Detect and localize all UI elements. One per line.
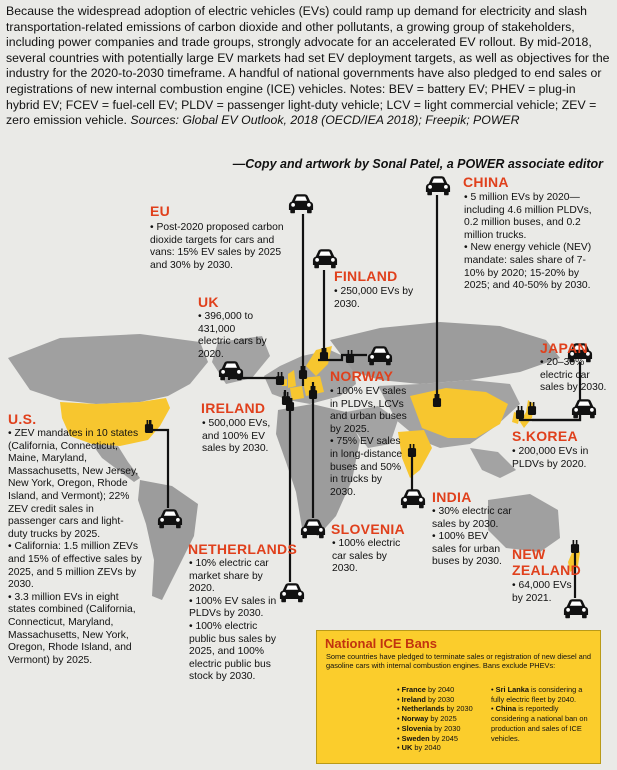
ice-bans-title: National ICE Bans — [325, 636, 437, 651]
country-heading-uk: UK — [198, 294, 219, 310]
bullet-item: • 100% EV sales in PLDVs by 2030. — [189, 596, 285, 621]
country-heading-skorea: S.KOREA — [512, 428, 578, 444]
country-heading-us: U.S. — [8, 411, 37, 427]
bullet-item: • 200,000 EVs in PLDVs by 2020. — [512, 446, 604, 471]
southeast-asia-land — [470, 448, 516, 478]
country-heading-eu: EU — [150, 203, 171, 219]
intro-text: Because the widespread adoption of electric vehicles (EVs) could ramp up demand for electricity and slash transportation-related emissions of carbon dioxide and other pollutants, a growing group of stakeholders, including power companies and trade groups, strongly advocate for an accelerated EV rollout. By mid-2018, several countries with potentially large EV markets had set EV deployment targets, as well as objectives for the industry for the 2020-to-2030 timeframe. A handful of national governments have also pledged to end sales or registrations of new internal combustion engine (ICE) vehicles. Notes: BEV = battery EV; PHEV = plug-in hybrid EV; FCEV = fuel-cell EV; PLDV = passenger light-duty vehicle; LCV = light commercial vehicle; ZEV = zero emission vehicle. Sources: Global EV Outlook, 2018 (OECD/IEA 2018); Freepik; POWER — [6, 4, 610, 128]
bullet-item: • California: 1.5 million ZEVs and 15% of effective sales by 2025, and 5 million ZEVs by 2030. — [8, 541, 142, 591]
list-item: • Sweden by 2045 — [397, 734, 487, 744]
bullet-item: • 100% EV sales in PLDVs, LCVs and urban buses by 2025. — [330, 386, 410, 436]
bullet-item: • 30% electric car sales by 2030. — [432, 506, 514, 531]
list-item: • France by 2040 — [397, 685, 487, 695]
country-info-china — [464, 192, 592, 293]
country-heading-netherlands: NETHERLANDS — [188, 541, 298, 557]
list-item: • Slovenia by 2030 — [397, 724, 487, 734]
country-info-japan — [540, 357, 610, 395]
country-info-newzealand — [512, 580, 584, 605]
country-heading-india: INDIA — [432, 489, 472, 505]
country-info-eu — [150, 222, 288, 272]
bullet-item: • 5 million EVs by 2020—including 4.6 million PLDVs, 0.2 million buses, and 0.2 million trucks. — [464, 192, 592, 242]
car-icon — [289, 194, 313, 213]
newzealand-heading-line1: NEW — [512, 546, 546, 562]
country-info-uk — [198, 311, 268, 361]
country-heading-newzealand — [512, 546, 581, 578]
country-info-india — [432, 506, 514, 569]
country-info-skorea — [512, 446, 604, 471]
car-icon — [426, 176, 450, 195]
country-heading-japan: JAPAN — [540, 340, 588, 356]
country-info-norway — [330, 386, 410, 499]
bullet-item: • 250,000 EVs by 2030. — [334, 286, 422, 311]
car-icon — [572, 399, 596, 418]
list-item: • Ireland by 2030 — [397, 695, 487, 705]
country-info-us — [8, 428, 142, 667]
bullet-item: • 75% EV sales in long-distance buses and 50% in trucks by 2030. — [330, 436, 410, 499]
canada-land — [8, 334, 208, 404]
bullet-item: • 3.3 million EVs in eight states combined (California, Connecticut, Maryland, Massachusetts, New York, Oregon, Rhode Island, and Vermont) by 2025. — [8, 592, 142, 668]
bullet-item: • Post-2020 proposed carbon dioxide targets for cars and vans: 15% EV sales by 2025 and 30% by 2030. — [150, 222, 288, 272]
ice-bans-description: Some countries have pledged to terminate sales or registration of new diesel and gasoline cars with internal combustion engines. Bans exclude PHEVs: — [326, 652, 591, 671]
bullet-item: • 20–30% electric car sales by 2030. — [540, 357, 610, 395]
country-heading-china: CHINA — [463, 174, 509, 190]
country-info-slovenia — [332, 538, 412, 576]
car-icon — [313, 249, 337, 268]
plug-icon — [516, 406, 524, 419]
bullet-item: • 100% electric public bus sales by 2025, and 100% electric public bus stock by 2030. — [189, 621, 285, 684]
country-heading-norway: NORWAY — [330, 368, 394, 384]
list-item: • UK by 2040 — [397, 743, 487, 753]
ice-bans-box — [316, 630, 601, 764]
newzealand-heading-line2: ZEALAND — [512, 562, 581, 578]
sources-text: Sources: Global EV Outlook, 2018 (OECD/IEA 2018); Freepik; POWER — [130, 113, 520, 128]
list-item: • Norway by 2025 — [397, 714, 487, 724]
ice-bans-notes — [491, 685, 593, 743]
country-heading-finland: FINLAND — [334, 268, 398, 284]
ice-bans-list — [397, 685, 487, 753]
credit-line: —Copy and artwork by Sonal Patel, a POWER associate editor — [232, 157, 603, 171]
list-item: • Sri Lanka is considering a fully electric fleet by 2040. — [491, 685, 593, 704]
france-land — [290, 386, 304, 400]
bullet-item: • 500,000 EVs, and 100% EV sales by 2030. — [202, 418, 282, 456]
list-item: • China is reportedly considering a national ban on production and sales of ICE vehicles. — [491, 704, 593, 743]
country-heading-ireland: IRELAND — [201, 400, 266, 416]
country-info-netherlands — [189, 558, 285, 684]
bullet-item: • 100% BEV sales for urban buses by 2030. — [432, 531, 514, 569]
country-info-ireland — [202, 418, 282, 456]
country-heading-slovenia: SLOVENIA — [331, 521, 405, 537]
country-info-finland — [334, 286, 422, 311]
bullet-item: • 396,000 to 431,000 electric cars by 2020. — [198, 311, 268, 361]
bullet-item: • ZEV mandates in 10 states (California, Connecticut, Maine, Maryland, Massachusetts, New Jersey, New York, Oregon, Rhode Island, and Vermont); 22% ZEV credit sales in passenger cars and light-duty trucks by 2025. — [8, 428, 142, 541]
bullet-item: • New energy vehicle (NEV) mandate: sales share of 7-10% by 2020; 15-20% by 2025; and 40-50% by 2030. — [464, 242, 592, 292]
bullet-item: • 10% electric car market share by 2020. — [189, 558, 285, 596]
bullet-item: • 100% electric car sales by 2030. — [332, 538, 412, 576]
list-item: • Netherlands by 2030 — [397, 704, 487, 714]
bullet-item: • 64,000 EVs by 2021. — [512, 580, 584, 605]
